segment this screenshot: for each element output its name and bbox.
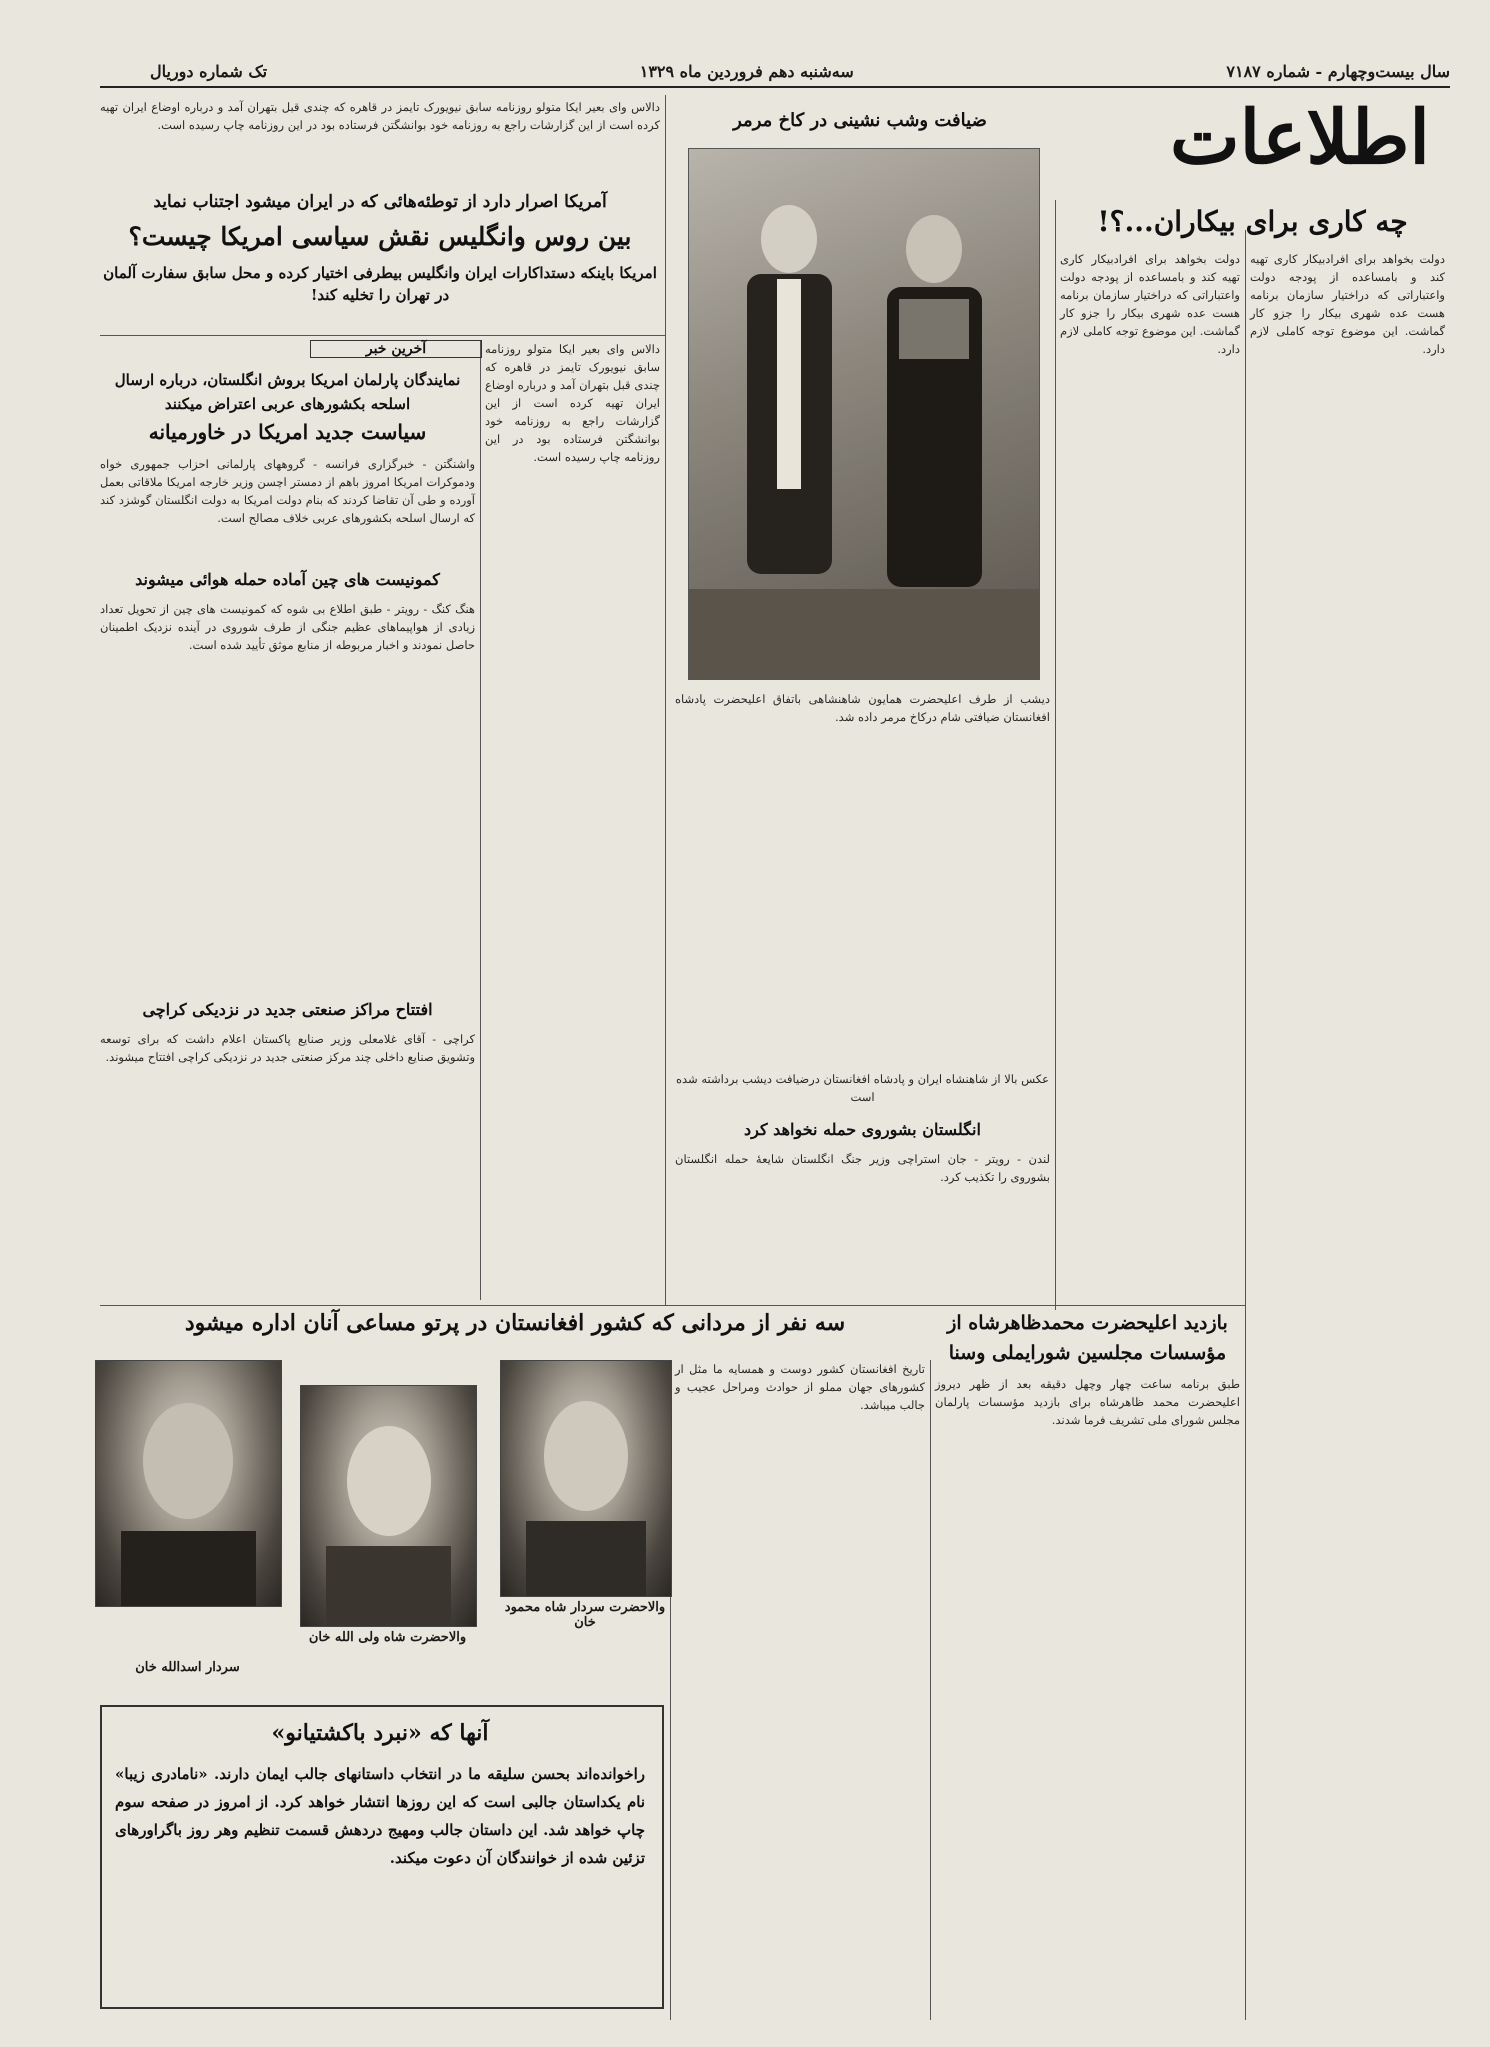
royal-visit-body: طبق برنامه ساعت چهار وچهل دقیقه بعد از ظهر دیروز اعلیحضرت محمد ظاهرشاه برای بازدید مؤسسات پارلمان مجلس شورای ملی تشریف فرما شدند.	[935, 1377, 1240, 1427]
left-top-headline-1: آمریکا اصرار دارد از توطئه‌هائی که در ایران میشود اجتناب نماید	[153, 192, 607, 212]
karachi-body: کراچی - آقای غلامعلی وزیر صنایع پاکستان اعلام داشت که برای توسعه وتشویق صنایع داخلی چند مرکز صنعتی جدید در نزدیکی کراچی افتتاح میشوند.	[100, 1032, 475, 1064]
palace-photo	[688, 148, 1040, 680]
caption-shah-mahmud: والاحضرت سردار شاه محمود خان	[504, 1600, 666, 1630]
portrait-icon	[301, 1386, 476, 1626]
portrait-shah-wali	[300, 1385, 477, 1627]
column-divider	[930, 1360, 931, 2020]
latest-news-headline-small: نمایندگان پارلمان امریکا بروش انگلستان، درباره ارسال اسلحه بکشورهای عربی اعتراض میکنند	[114, 371, 461, 413]
serial-announcement-title: آنها که «نبرد باکشتیانو»	[271, 1720, 489, 1746]
three-men-body: تاریخ افغانستان کشور دوست و همسایه ما مثل ار کشورهای جهان مملو از حوادث ومراحل عجیب و جالب میباشد.	[675, 1362, 925, 1412]
two-kings-photo-icon	[689, 149, 1039, 679]
unemployed-headline: چه کاری برای بیکاران...؟!	[1097, 205, 1408, 238]
palace-caption: دیشب از طرف اعلیحضرت همایون شاهنشاهی باتفاق اعلیحضرت پادشاه افغانستان ضیافتی شام درکاخ مرمر داده شد.	[675, 692, 1050, 724]
caption-asadullah: سردار اسدالله خان	[135, 1660, 240, 1675]
latest-news-headline: سیاست جدید امریکا در خاورمیانه	[148, 420, 427, 444]
portrait-icon	[501, 1361, 671, 1596]
date-bar	[150, 58, 1450, 84]
issue-number: سال بیست‌وچهارم - شماره ۷۱۸۷	[1226, 61, 1450, 81]
column-divider	[480, 340, 481, 1300]
masthead-logo: اطلاعات	[1170, 95, 1430, 181]
issue-date: سه‌شنبه دهم فروردین ماه ۱۳۲۹	[639, 61, 854, 81]
portrait-asadullah	[95, 1360, 282, 1607]
left-top-headline-3: امریکا باینکه دستداکارات ایران وانگلیس بیطرفی اختیار کرده و محل سابق سفارت آلمان در تهران را تخلیه کند!	[103, 264, 657, 304]
china-headline: کمونیست های چین آماده حمله هوائی میشوند	[135, 570, 440, 589]
serial-announcement-body: راخوانده‌اند بحسن سلیقه ما در انتخاب داستانهای جالب ایمان دارند. «نامادری زیبا» نام یکداستان جالبی است که این روزها انتشار خواهد کرد. از امروز در صفحه سوم چاپ خواهد شد. این داستان جالب ومهیج دردهش قسمت تنظیم وهر روز باگراورهای تزئین شده از خوانندگان آن دعوت میکند.	[115, 1765, 645, 1867]
britain-headline: انگلستان بشوروی حمله نخواهد کرد	[744, 1120, 981, 1139]
latest-news-label: آخرین خبر	[310, 340, 482, 358]
caption-shah-wali: والاحضرت شاه ولی الله خان	[308, 1630, 467, 1645]
left-top-intro: دالاس وای بعیر ایکا متولو روزنامه سابق نیویورک تایمز در قاهره که چندی قبل بتهران آمد و درباره اوضاع ایران تهیه کرده است از این گزارشات راجع به روزنامه خود بوانشگتن فرستاده بود در این روزنامه چاپ رسیده است.	[100, 100, 660, 132]
china-body: هنگ کنگ - رویتر - طبق اطلاع بی شوه که کمونیست های چین از تحویل تعداد زیادی از هواپیماهای عظیم جنگی از طرف شوروی در آینده نزدیک اطمینان حاصل نمودند و اخبار مربوطه از منابع موثق تأیید شده است.	[100, 602, 475, 652]
left-top-headline-2: بین روس وانگلیس نقش سیاسی امریکا چیست؟	[128, 222, 632, 251]
unemployed-body: دولت بخواهد برای افرادبیکار کاری تهیه کند و بامساعده از پودجه دولت واعتباراتی که دراختیار سازمان برنامه هست عده شهری بیکار را جزو کار گماشت. این موضوع توجه کاملی لازم دارد.	[1250, 252, 1445, 356]
portrait-shah-mahmud	[500, 1360, 672, 1597]
column-divider	[665, 95, 666, 1305]
palace-headline: ضیافت وشب نشینی در کاخ مرمر	[733, 110, 987, 131]
article-continued-text: دالاس وای بعیر ایکا متولو روزنامه سابق نیویورک تایمز در قاهره که چندی قبل بتهران آمد و درباره اوضاع ایران تهیه کرده است از این گزارشات راجع به روزنامه خود بوانشگتن فرستاده بود در این روزنامه چاپ رسیده است.	[485, 342, 660, 464]
palace-photo-caption: عکس بالا از شاهنشاه ایران و پادشاه افغانستان درضیافت دیشب برداشته شده است	[675, 1072, 1049, 1104]
column-divider	[1055, 200, 1056, 1310]
issue-price: تک شماره دوریال	[150, 61, 268, 81]
column-divider	[1245, 230, 1246, 2020]
royal-visit-headline: بازدید اعلیحضرت محمدظاهرشاه از مؤسسات مجلسین شورایملی وسنا	[947, 1312, 1228, 1364]
section-divider	[100, 1305, 1245, 1306]
latest-news-body: واشنگتن - خبرگزاری فرانسه - گروههای پارلمانی احزاب جمهوری خواه ودموکرات امریکا امروز باهم از دمستر اچسن وزیر خارجه امریکا ملاقاتی بعمل آورده و طی آن تقاضا کردند که بنام دولت امریکا به دولت انگلستان گوشزد کند که ارسال اسلحه بکشورهای عربی خلاف مصالح است.	[100, 457, 475, 525]
karachi-headline: افتتاح مراکز صنعتی جدید در نزدیکی کراچی	[142, 1000, 433, 1019]
section-divider	[100, 335, 665, 336]
portrait-icon	[96, 1361, 281, 1606]
britain-body: لندن - رویتر - جان استراچی وزیر جنگ انگلستان شایعهٔ حمله انگلستان بشوروی را تکذیب کرد.	[675, 1152, 1050, 1184]
unemployed-body-continued: دولت بخواهد برای افرادبیکار کاری تهیه کند و بامساعده از پودجه دولت واعتباراتی که دراختیار سازمان برنامه هست عده شهری بیکار را جزو کار گماشت. این موضوع توجه کاملی لازم دارد.	[1060, 252, 1240, 356]
three-men-headline: سه نفر از مردانی که کشور افغانستان در پرتو مساعی آنان اداره میشود	[184, 1310, 846, 1336]
